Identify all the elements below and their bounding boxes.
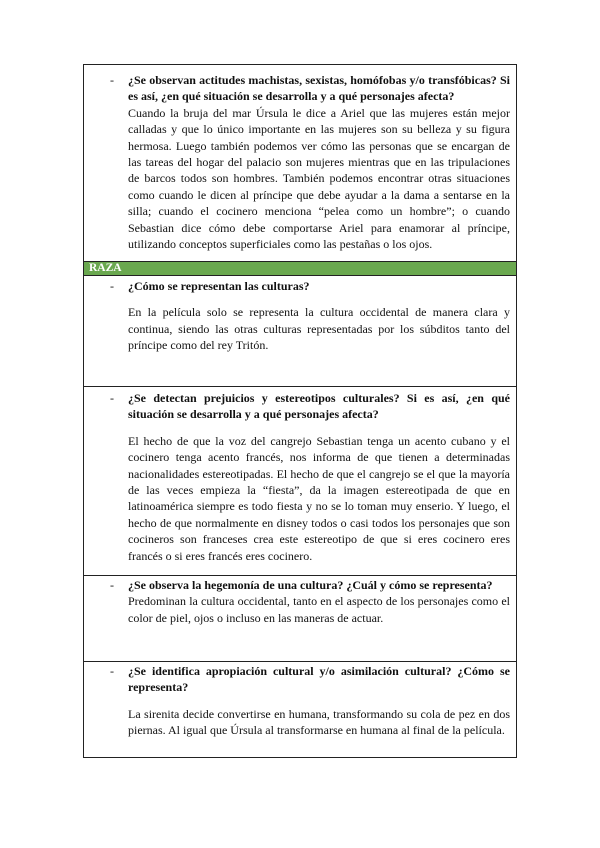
question-line <box>84 577 516 593</box>
section-header: RAZA <box>84 261 516 275</box>
bullet-dash: - <box>110 578 114 592</box>
table-row <box>84 386 516 575</box>
question-line <box>84 663 516 696</box>
question-text: ¿Se observa la hegemonía de una cultura? ¿Cuál y cómo se representa? <box>128 578 493 592</box>
question-line <box>84 72 516 105</box>
table-row <box>84 661 516 758</box>
table-row <box>84 575 516 661</box>
answer-text <box>84 304 516 353</box>
answer-text <box>84 706 516 739</box>
answer-paragraph: Predominan la cultura occidental, tanto en el aspecto de los personajes como el color de piel, ojos o incluso en las maneras de actuar. <box>128 594 510 625</box>
bullet-dash: - <box>110 73 114 87</box>
question-text: ¿Se observan actitudes machistas, sexistas, homófobas y/o transfóbicas? Si es así, ¿en qué situación se desarrolla y a qué personajes afecta? <box>128 73 510 104</box>
question-line <box>84 390 516 423</box>
question-line <box>84 278 516 294</box>
question-text: ¿Se detectan prejuicios y estereotipos culturales? Si es así, ¿en qué situación se desarrolla y a qué personajes afecta? <box>128 391 510 422</box>
answer-text <box>84 593 516 626</box>
bullet-dash: - <box>110 391 114 405</box>
document-table <box>83 64 517 758</box>
table-row <box>84 64 516 261</box>
bullet-dash: - <box>110 664 114 678</box>
bullet-dash: - <box>110 279 114 293</box>
answer-text <box>84 105 516 253</box>
answer-text <box>84 433 516 564</box>
answer-paragraph: Cuando la bruja del mar Úrsula le dice a Ariel que las mujeres están mejor calladas y que lo único importante en las mujeres son su belleza y su figura hermosa. Luego también podemos ver cómo las personas que se encargan de las tareas del hogar del palacio son mujeres mientras que en las tripulaciones de barcos todos son hombres. También podemos encontrar otras situaciones como cuando le dicen al príncipe que debe ayudar a la dama a sentarse en la silla; cuando el cocinero menciona “pelea como un hombre”; o cuando Sebastian dice cómo debe comportarse Ariel para enamorar al príncipe, utilizando conceptos superficiales como las pestañas o los ojos. <box>128 105 510 252</box>
answer-paragraph: En la película solo se representa la cultura occidental de manera clara y continua, siendo las otras culturas representadas por los súbditos tanto del príncipe como del rey Tritón. <box>128 305 510 353</box>
table-row <box>84 275 516 386</box>
question-text: ¿Se identifica apropiación cultural y/o asimilación cultural? ¿Cómo se representa? <box>128 664 510 695</box>
answer-paragraph: La sirenita decide convertirse en humana, transformando su cola de pez en dos piernas. Al igual que Úrsula al transformarse en humana al final de la película. <box>128 706 510 738</box>
question-text: ¿Cómo se representan las culturas? <box>128 279 310 293</box>
answer-paragraph: El hecho de que la voz del cangrejo Sebastian tenga un acento cubano y el cocinero tenga acento francés, nos informa de que tienen a determinadas nacionalidades estereotipadas. El hecho de que el cangrejo se el que la mayoría de las veces empieza la “fiesta”, da la imagen estereotipada de que en latinoamérica siempre es todo fiesta y no se lo toman muy enserio. Y luego, el hecho de que normalmente en disney todos o casi todos los personajes que son cocineros son franceses crea este estereotipo de que si eres cocinero eres francés o si eres francés eres cocinero. <box>128 433 510 563</box>
